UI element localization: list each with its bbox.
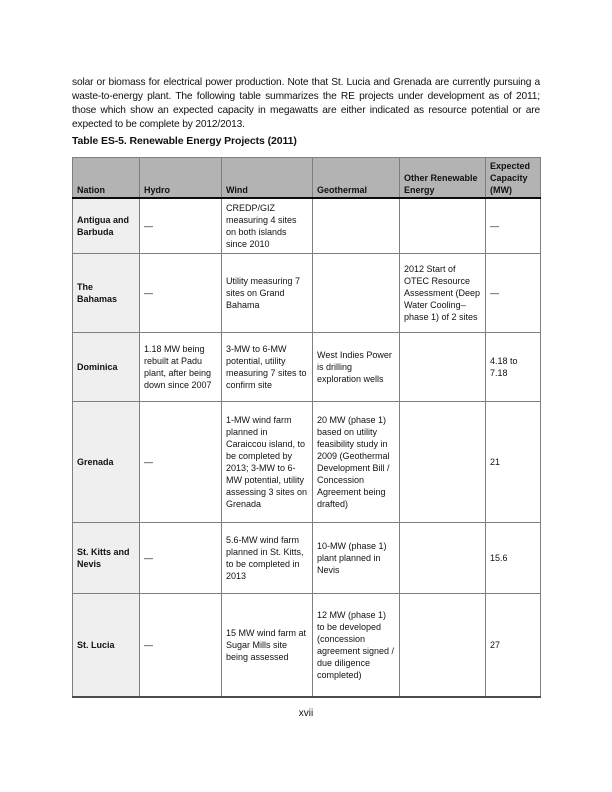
cell-capacity: — (486, 253, 541, 332)
cell-other-renewable (400, 332, 486, 401)
table-row (73, 593, 541, 697)
renewable-energy-projects-table (72, 157, 541, 698)
column-header-nation: Nation (73, 158, 140, 199)
cell-nation: Grenada (73, 401, 140, 522)
cell-geothermal (313, 253, 400, 332)
cell-wind: 5.6-MW wind farm planned in St. Kitts, to be completed in 2013 (222, 522, 313, 593)
table-row (73, 253, 541, 332)
table-title: Table ES-5. Renewable Energy Projects (2011) (72, 135, 297, 147)
cell-hydro: 1.18 MW being rebuilt at Padu plant, after being down since 2007 (140, 332, 222, 401)
column-header-hydro: Hydro (140, 158, 222, 199)
cell-hydro: — (140, 593, 222, 697)
table-row (73, 522, 541, 593)
intro-paragraph: solar or biomass for electrical power production. Note that St. Lucia and Grenada are currently pursuing a waste-to-energy plant. The following table summarizes the RE projects under development as of 2011; those which show an expected capacity in megawatts are either indicated as resource potential or are expected to be complete by 2012/2013. (72, 77, 540, 131)
cell-hydro: — (140, 401, 222, 522)
cell-capacity: 27 (486, 593, 541, 697)
cell-wind: 1-MW wind farm planned in Caraiccou island, to be completed by 2013; 3-MW to 6-MW potential, utility assessing 3 sites on Grenada (222, 401, 313, 522)
table-row (73, 401, 541, 522)
cell-hydro: — (140, 198, 222, 253)
column-header-geothermal: Geothermal (313, 158, 400, 199)
table-row (73, 198, 541, 253)
cell-other-renewable (400, 593, 486, 697)
table-header-row (73, 158, 541, 199)
cell-hydro: — (140, 522, 222, 593)
cell-other-renewable: 2012 Start of OTEC Resource Assessment (Deep Water Cooling–phase 1) of 2 sites (400, 253, 486, 332)
cell-wind: CREDP/GIZ measuring 4 sites on both islands since 2010 (222, 198, 313, 253)
cell-capacity: 21 (486, 401, 541, 522)
column-header-other-renewable: Other Renewable Energy (400, 158, 486, 199)
cell-capacity: — (486, 198, 541, 253)
cell-geothermal (313, 198, 400, 253)
cell-geothermal: West Indies Power is drilling exploration wells (313, 332, 400, 401)
cell-wind: Utility measuring 7 sites on Grand Bahama (222, 253, 313, 332)
cell-other-renewable (400, 198, 486, 253)
table-row (73, 332, 541, 401)
cell-nation: St. Kitts and Nevis (73, 522, 140, 593)
column-header-wind: Wind (222, 158, 313, 199)
cell-other-renewable (400, 401, 486, 522)
page-number: xvii (298, 708, 314, 719)
cell-nation: Dominica (73, 332, 140, 401)
cell-nation: The Bahamas (73, 253, 140, 332)
cell-geothermal: 12 MW (phase 1) to be developed (concession agreement signed / due diligence completed) (313, 593, 400, 697)
cell-geothermal: 20 MW (phase 1) based on utility feasibility study in 2009 (Geothermal Development Bill / Concession Agreement being drafted) (313, 401, 400, 522)
cell-other-renewable (400, 522, 486, 593)
cell-geothermal: 10-MW (phase 1) plant planned in Nevis (313, 522, 400, 593)
cell-capacity: 4.18 to 7.18 (486, 332, 541, 401)
column-header-expected-capacity: Expected Capacity (MW) (486, 158, 541, 199)
cell-wind: 15 MW wind farm at Sugar Mills site being assessed (222, 593, 313, 697)
cell-wind: 3-MW to 6-MW potential, utility measuring 7 sites to confirm site (222, 332, 313, 401)
cell-hydro: — (140, 253, 222, 332)
cell-nation: St. Lucia (73, 593, 140, 697)
cell-nation: Antigua and Barbuda (73, 198, 140, 253)
cell-capacity: 15.6 (486, 522, 541, 593)
